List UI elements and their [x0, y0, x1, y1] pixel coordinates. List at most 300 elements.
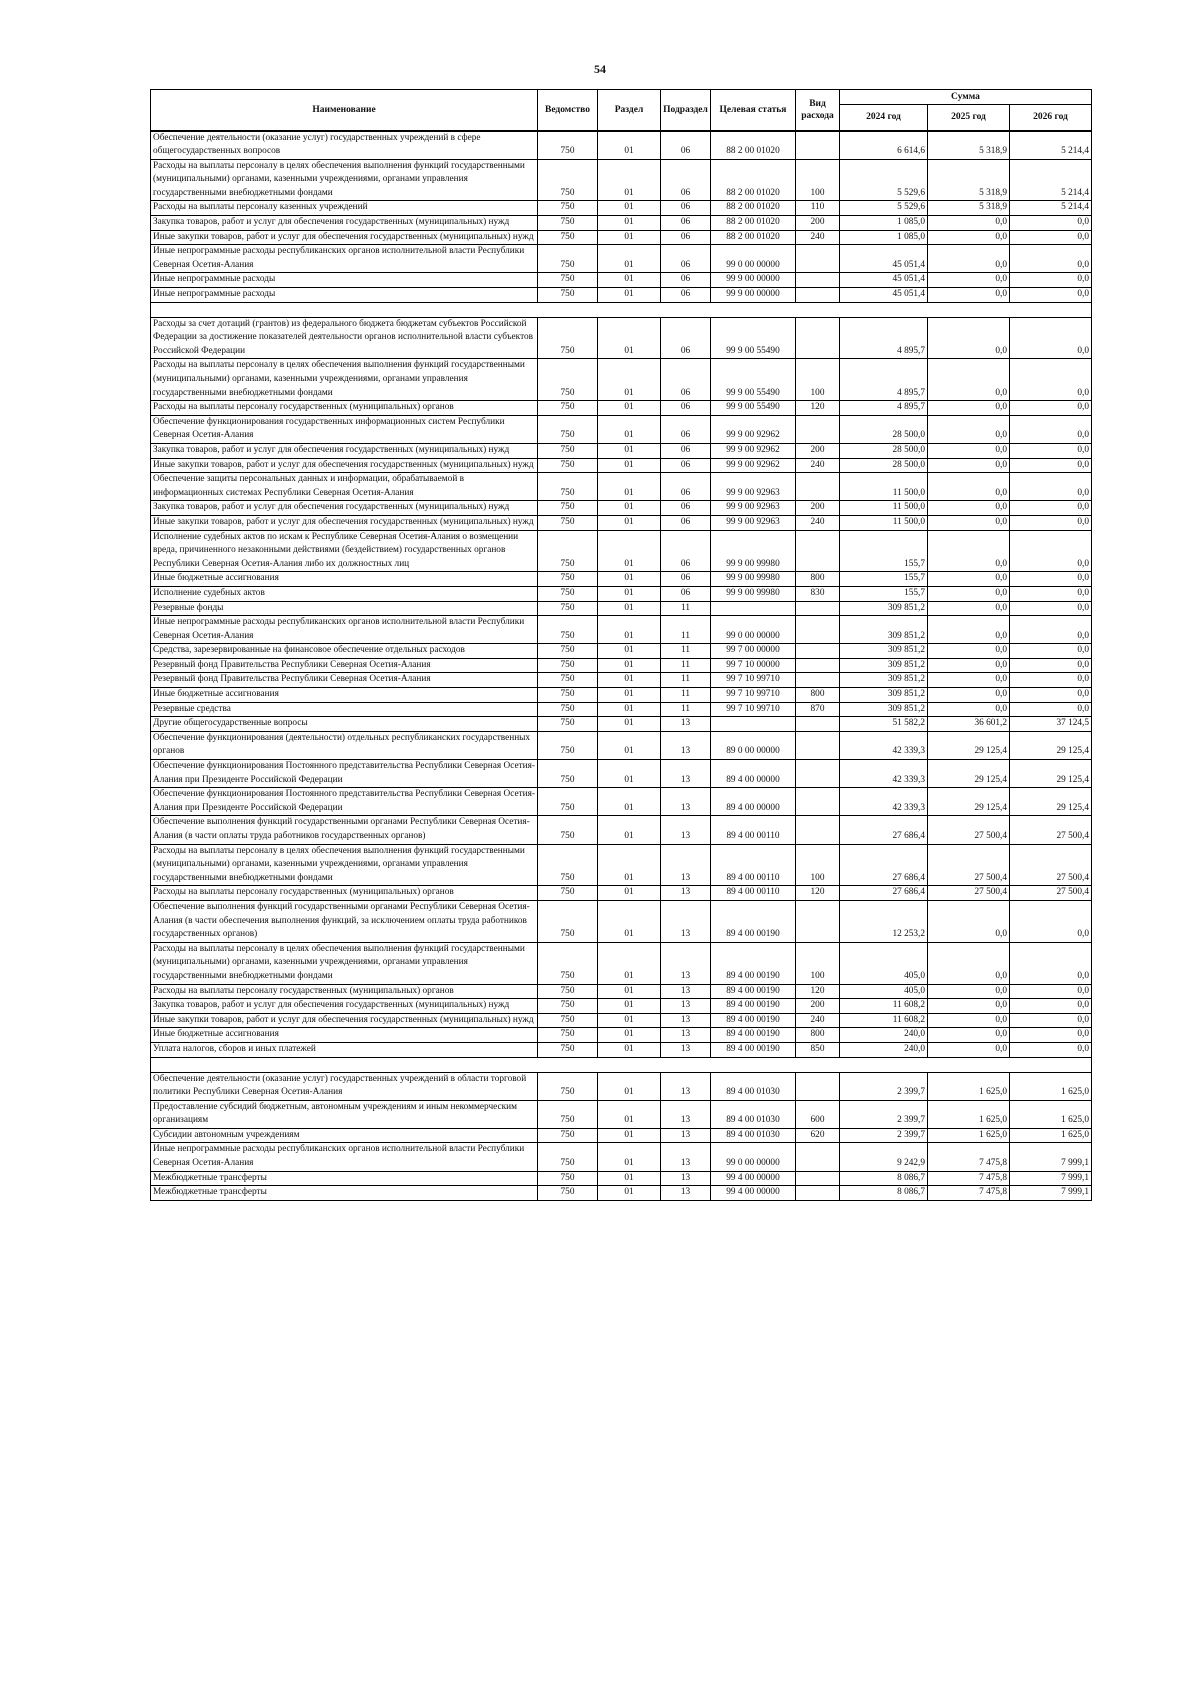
row-name: Иные закупки товаров, работ и услуг для обеспечения государственных (муниципальных) нужд — [151, 515, 538, 530]
row-subsection: 13 — [661, 1042, 711, 1057]
row-subsection: 13 — [661, 886, 711, 901]
row-expense-type — [796, 273, 840, 288]
table-row — [151, 1171, 1092, 1186]
table-row — [151, 401, 1092, 416]
row-dept: 750 — [538, 702, 598, 717]
row-expense-type — [796, 1072, 840, 1100]
row-target-article: 99 9 00 00000 — [711, 273, 796, 288]
row-sum-2026: 0,0 — [1010, 288, 1092, 303]
row-expense-type — [796, 1143, 840, 1171]
row-sum-2024: 2 399,7 — [840, 1072, 928, 1100]
row-sum-2025: 0,0 — [928, 415, 1010, 443]
row-name: Иные закупки товаров, работ и услуг для обеспечения государственных (муниципальных) нужд — [151, 230, 538, 245]
table-row — [151, 1128, 1092, 1143]
table-row — [151, 844, 1092, 886]
row-dept: 750 — [538, 230, 598, 245]
row-sum-2026: 0,0 — [1010, 530, 1092, 572]
row-expense-type — [796, 644, 840, 659]
row-target-article — [711, 717, 796, 732]
row-section: 01 — [598, 216, 661, 231]
table-row — [151, 216, 1092, 231]
row-subsection: 13 — [661, 816, 711, 844]
table-row — [151, 1100, 1092, 1128]
row-dept: 750 — [538, 216, 598, 231]
row-subsection: 13 — [661, 1128, 711, 1143]
row-subsection: 11 — [661, 616, 711, 644]
row-dept: 750 — [538, 673, 598, 688]
row-expense-type — [796, 816, 840, 844]
row-expense-type — [796, 601, 840, 616]
row-name: Исполнение судебных актов — [151, 586, 538, 601]
row-expense-type: 240 — [796, 458, 840, 473]
row-sum-2026: 0,0 — [1010, 616, 1092, 644]
row-sum-2026: 0,0 — [1010, 673, 1092, 688]
row-sum-2026: 0,0 — [1010, 443, 1092, 458]
row-section: 01 — [598, 900, 661, 942]
row-expense-type — [796, 473, 840, 501]
row-sum-2026: 0,0 — [1010, 501, 1092, 516]
row-expense-type: 120 — [796, 886, 840, 901]
row-dept: 750 — [538, 1013, 598, 1028]
table-body — [151, 131, 1092, 1201]
row-dept: 750 — [538, 586, 598, 601]
row-dept: 750 — [538, 288, 598, 303]
row-name: Расходы за счет дотаций (грантов) из федерального бюджета бюджетам субъектов Российской Федерации за достижение показателей деятельности органов исполнительной власти субъектов Российской Федерации — [151, 317, 538, 359]
row-target-article: 99 9 00 55490 — [711, 359, 796, 401]
row-sum-2024: 5 529,6 — [840, 201, 928, 216]
row-dept: 750 — [538, 658, 598, 673]
row-dept: 750 — [538, 688, 598, 703]
row-target-article: 89 4 00 01030 — [711, 1072, 796, 1100]
row-dept: 750 — [538, 1186, 598, 1201]
row-dept: 750 — [538, 572, 598, 587]
row-expense-type: 850 — [796, 1042, 840, 1057]
row-subsection: 13 — [661, 999, 711, 1014]
row-section: 01 — [598, 731, 661, 759]
table-row — [151, 201, 1092, 216]
row-sum-2025: 0,0 — [928, 443, 1010, 458]
table-row — [151, 999, 1092, 1014]
row-target-article: 89 4 00 00000 — [711, 760, 796, 788]
row-dept: 750 — [538, 515, 598, 530]
row-sum-2024: 28 500,0 — [840, 458, 928, 473]
row-target-article: 88 2 00 01020 — [711, 216, 796, 231]
row-sum-2024: 2 399,7 — [840, 1128, 928, 1143]
row-sum-2025: 0,0 — [928, 515, 1010, 530]
row-dept: 750 — [538, 760, 598, 788]
row-sum-2026: 27 500,4 — [1010, 844, 1092, 886]
table-row — [151, 673, 1092, 688]
table-row — [151, 317, 1092, 359]
row-expense-type — [796, 673, 840, 688]
row-target-article: 99 7 10 99710 — [711, 702, 796, 717]
table-row — [151, 443, 1092, 458]
row-sum-2026: 0,0 — [1010, 586, 1092, 601]
row-target-article: 88 2 00 01020 — [711, 201, 796, 216]
table-row — [151, 1143, 1092, 1171]
row-subsection: 13 — [661, 1171, 711, 1186]
row-dept: 750 — [538, 816, 598, 844]
row-dept: 750 — [538, 1100, 598, 1128]
row-sum-2024: 155,7 — [840, 586, 928, 601]
row-dept: 750 — [538, 1042, 598, 1057]
row-section: 01 — [598, 999, 661, 1014]
table-row — [151, 644, 1092, 659]
table-row — [151, 616, 1092, 644]
row-target-article: 89 4 00 00190 — [711, 942, 796, 984]
row-sum-2025: 27 500,4 — [928, 886, 1010, 901]
table-row — [151, 359, 1092, 401]
row-target-article: 89 4 00 00190 — [711, 900, 796, 942]
row-subsection: 13 — [661, 788, 711, 816]
row-target-article: 99 9 00 55490 — [711, 401, 796, 416]
row-sum-2026: 5 214,4 — [1010, 201, 1092, 216]
row-dept: 750 — [538, 844, 598, 886]
row-target-article: 89 4 00 01030 — [711, 1100, 796, 1128]
spacer-row — [151, 302, 1092, 317]
row-sum-2026: 0,0 — [1010, 644, 1092, 659]
row-sum-2024: 240,0 — [840, 1042, 928, 1057]
row-sum-2024: 11 608,2 — [840, 1013, 928, 1028]
row-section: 01 — [598, 273, 661, 288]
row-sum-2025: 0,0 — [928, 230, 1010, 245]
row-target-article — [711, 601, 796, 616]
row-target-article: 99 9 00 99980 — [711, 530, 796, 572]
row-section: 01 — [598, 1013, 661, 1028]
row-sum-2026: 0,0 — [1010, 658, 1092, 673]
row-section: 01 — [598, 245, 661, 273]
row-target-article: 99 4 00 00000 — [711, 1171, 796, 1186]
row-target-article: 99 9 00 92962 — [711, 415, 796, 443]
table-row — [151, 230, 1092, 245]
row-sum-2024: 4 895,7 — [840, 359, 928, 401]
row-sum-2026: 0,0 — [1010, 601, 1092, 616]
row-dept: 750 — [538, 1128, 598, 1143]
row-sum-2024: 155,7 — [840, 530, 928, 572]
row-dept: 750 — [538, 501, 598, 516]
row-subsection: 13 — [661, 717, 711, 732]
row-target-article: 99 9 00 55490 — [711, 317, 796, 359]
row-sum-2025: 0,0 — [928, 1028, 1010, 1043]
row-expense-type — [796, 131, 840, 160]
row-section: 01 — [598, 159, 661, 201]
row-sum-2025: 29 125,4 — [928, 788, 1010, 816]
row-sum-2025: 1 625,0 — [928, 1128, 1010, 1143]
row-expense-type: 120 — [796, 401, 840, 416]
table-row — [151, 1042, 1092, 1057]
row-dept: 750 — [538, 159, 598, 201]
row-sum-2024: 27 686,4 — [840, 844, 928, 886]
row-sum-2024: 8 086,7 — [840, 1171, 928, 1186]
row-subsection: 06 — [661, 288, 711, 303]
table-row — [151, 688, 1092, 703]
row-dept: 750 — [538, 900, 598, 942]
row-dept: 750 — [538, 601, 598, 616]
row-expense-type: 100 — [796, 844, 840, 886]
row-expense-type: 110 — [796, 201, 840, 216]
row-sum-2026: 0,0 — [1010, 245, 1092, 273]
row-name: Другие общегосударственные вопросы — [151, 717, 538, 732]
row-sum-2026: 0,0 — [1010, 401, 1092, 416]
row-sum-2024: 8 086,7 — [840, 1186, 928, 1201]
row-sum-2025: 0,0 — [928, 317, 1010, 359]
row-name: Обеспечение защиты персональных данных и информации, обрабатываемой в информационных системах Республики Северная Осетия-Алания — [151, 473, 538, 501]
row-expense-type: 800 — [796, 688, 840, 703]
row-target-article: 89 4 00 00190 — [711, 984, 796, 999]
row-section: 01 — [598, 458, 661, 473]
row-dept: 750 — [538, 886, 598, 901]
table-row — [151, 245, 1092, 273]
row-sum-2024: 12 253,2 — [840, 900, 928, 942]
table-row — [151, 1186, 1092, 1201]
row-section: 01 — [598, 1042, 661, 1057]
row-name: Обеспечение выполнения функций государственными органами Республики Северная Осетия-Алания (в части оплаты труда работников государственных органов) — [151, 816, 538, 844]
row-section: 01 — [598, 658, 661, 673]
row-section: 01 — [598, 501, 661, 516]
row-subsection: 11 — [661, 702, 711, 717]
header-2024: 2024 год — [840, 105, 928, 131]
row-expense-type — [796, 245, 840, 273]
row-dept: 750 — [538, 984, 598, 999]
table-row — [151, 731, 1092, 759]
table-row — [151, 515, 1092, 530]
row-sum-2026: 37 124,5 — [1010, 717, 1092, 732]
row-name: Иные непрограммные расходы — [151, 288, 538, 303]
row-expense-type — [796, 900, 840, 942]
row-sum-2026: 0,0 — [1010, 1028, 1092, 1043]
row-sum-2025: 0,0 — [928, 900, 1010, 942]
row-subsection: 11 — [661, 688, 711, 703]
row-expense-type: 200 — [796, 999, 840, 1014]
row-section: 01 — [598, 942, 661, 984]
row-subsection: 06 — [661, 443, 711, 458]
row-sum-2025: 0,0 — [928, 644, 1010, 659]
row-expense-type: 100 — [796, 359, 840, 401]
row-section: 01 — [598, 586, 661, 601]
row-sum-2024: 309 851,2 — [840, 601, 928, 616]
table-row — [151, 1072, 1092, 1100]
row-expense-type — [796, 717, 840, 732]
row-expense-type: 830 — [796, 586, 840, 601]
row-target-article: 99 9 00 99980 — [711, 586, 796, 601]
row-expense-type: 620 — [796, 1128, 840, 1143]
row-subsection: 06 — [661, 317, 711, 359]
row-section: 01 — [598, 688, 661, 703]
row-dept: 750 — [538, 443, 598, 458]
row-sum-2026: 5 214,4 — [1010, 131, 1092, 160]
row-sum-2025: 0,0 — [928, 245, 1010, 273]
row-name: Иные непрограммные расходы республиканских органов исполнительной власти Республики Северная Осетия-Алания — [151, 616, 538, 644]
row-expense-type — [796, 616, 840, 644]
row-target-article: 99 9 00 92963 — [711, 515, 796, 530]
row-name: Иные бюджетные ассигнования — [151, 688, 538, 703]
row-expense-type — [796, 530, 840, 572]
row-section: 01 — [598, 717, 661, 732]
row-sum-2024: 309 851,2 — [840, 673, 928, 688]
row-sum-2024: 45 051,4 — [840, 273, 928, 288]
row-target-article: 89 4 00 00110 — [711, 886, 796, 901]
table-row — [151, 658, 1092, 673]
row-sum-2025: 0,0 — [928, 658, 1010, 673]
row-dept: 750 — [538, 717, 598, 732]
row-sum-2026: 0,0 — [1010, 415, 1092, 443]
row-subsection: 06 — [661, 458, 711, 473]
row-section: 01 — [598, 473, 661, 501]
row-sum-2025: 0,0 — [928, 501, 1010, 516]
row-sum-2024: 309 851,2 — [840, 688, 928, 703]
row-sum-2024: 51 582,2 — [840, 717, 928, 732]
row-sum-2024: 27 686,4 — [840, 886, 928, 901]
row-expense-type: 100 — [796, 942, 840, 984]
row-sum-2025: 7 475,8 — [928, 1186, 1010, 1201]
row-sum-2026: 7 999,1 — [1010, 1143, 1092, 1171]
row-sum-2025: 0,0 — [928, 688, 1010, 703]
row-sum-2024: 11 608,2 — [840, 999, 928, 1014]
row-expense-type: 200 — [796, 443, 840, 458]
row-target-article: 89 4 00 01030 — [711, 1128, 796, 1143]
row-name: Расходы на выплаты персоналу в целях обеспечения выполнения функций государственными (муниципальными) органами, казенными учреждениями, органами управления государственными внебюджетными фондами — [151, 844, 538, 886]
row-expense-type — [796, 760, 840, 788]
row-section: 01 — [598, 644, 661, 659]
row-dept: 750 — [538, 644, 598, 659]
row-name: Резервный фонд Правительства Республики Северная Осетия-Алания — [151, 673, 538, 688]
header-subsection: Подраздел — [661, 90, 711, 131]
row-name: Средства, зарезервированные на финансовое обеспечение отдельных расходов — [151, 644, 538, 659]
row-sum-2024: 45 051,4 — [840, 288, 928, 303]
row-sum-2025: 5 318,9 — [928, 159, 1010, 201]
row-sum-2024: 45 051,4 — [840, 245, 928, 273]
row-section: 01 — [598, 443, 661, 458]
row-name: Уплата налогов, сборов и иных платежей — [151, 1042, 538, 1057]
row-name: Расходы на выплаты персоналу в целях обеспечения выполнения функций государственными (муниципальными) органами, казенными учреждениями, органами управления государственными внебюджетными фондами — [151, 159, 538, 201]
row-subsection: 06 — [661, 201, 711, 216]
row-sum-2026: 0,0 — [1010, 216, 1092, 231]
row-section: 01 — [598, 230, 661, 245]
row-sum-2025: 0,0 — [928, 1042, 1010, 1057]
row-expense-type: 240 — [796, 1013, 840, 1028]
row-sum-2024: 5 529,6 — [840, 159, 928, 201]
row-sum-2024: 11 500,0 — [840, 515, 928, 530]
row-subsection: 13 — [661, 844, 711, 886]
row-name: Обеспечение функционирования Постоянного представительства Республики Северная Осетия-Алания при Президенте Российской Федерации — [151, 788, 538, 816]
row-target-article: 89 0 00 00000 — [711, 731, 796, 759]
row-section: 01 — [598, 1143, 661, 1171]
row-section: 01 — [598, 1072, 661, 1100]
row-subsection: 11 — [661, 644, 711, 659]
row-sum-2025: 5 318,9 — [928, 131, 1010, 160]
row-sum-2025: 0,0 — [928, 1013, 1010, 1028]
header-expense-type: Вид расхода — [796, 90, 840, 131]
row-target-article: 89 4 00 00190 — [711, 999, 796, 1014]
row-subsection: 13 — [661, 1143, 711, 1171]
row-subsection: 06 — [661, 159, 711, 201]
table-row — [151, 942, 1092, 984]
row-target-article: 99 7 10 00000 — [711, 658, 796, 673]
row-expense-type — [796, 1186, 840, 1201]
row-name: Межбюджетные трансферты — [151, 1186, 538, 1201]
table-row — [151, 415, 1092, 443]
row-sum-2024: 42 339,3 — [840, 788, 928, 816]
row-sum-2026: 27 500,4 — [1010, 886, 1092, 901]
row-expense-type — [796, 415, 840, 443]
row-subsection: 06 — [661, 359, 711, 401]
row-subsection: 06 — [661, 245, 711, 273]
row-expense-type — [796, 788, 840, 816]
row-expense-type: 240 — [796, 515, 840, 530]
row-sum-2024: 309 851,2 — [840, 702, 928, 717]
row-section: 01 — [598, 401, 661, 416]
header-target-article: Целевая статья — [711, 90, 796, 131]
row-sum-2025: 0,0 — [928, 458, 1010, 473]
row-dept: 750 — [538, 731, 598, 759]
row-subsection: 13 — [661, 900, 711, 942]
table-row — [151, 702, 1092, 717]
row-section: 01 — [598, 886, 661, 901]
row-sum-2026: 0,0 — [1010, 688, 1092, 703]
row-sum-2024: 28 500,0 — [840, 415, 928, 443]
row-dept: 750 — [538, 415, 598, 443]
row-sum-2026: 29 125,4 — [1010, 760, 1092, 788]
row-target-article: 99 9 00 92962 — [711, 458, 796, 473]
row-dept: 750 — [538, 245, 598, 273]
row-dept: 750 — [538, 131, 598, 160]
row-expense-type: 200 — [796, 501, 840, 516]
table-row — [151, 586, 1092, 601]
row-sum-2025: 0,0 — [928, 530, 1010, 572]
table-row — [151, 601, 1092, 616]
row-expense-type — [796, 658, 840, 673]
table-row — [151, 717, 1092, 732]
row-dept: 750 — [538, 1028, 598, 1043]
row-section: 01 — [598, 415, 661, 443]
budget-table — [150, 89, 1092, 1201]
row-sum-2024: 2 399,7 — [840, 1100, 928, 1128]
row-subsection: 06 — [661, 216, 711, 231]
row-sum-2025: 0,0 — [928, 288, 1010, 303]
table-row — [151, 984, 1092, 999]
row-subsection: 11 — [661, 658, 711, 673]
row-target-article: 89 4 00 00000 — [711, 788, 796, 816]
row-section: 01 — [598, 1028, 661, 1043]
row-name: Обеспечение функционирования (деятельности) отдельных республиканских государственных органов — [151, 731, 538, 759]
row-target-article: 99 0 00 00000 — [711, 245, 796, 273]
row-expense-type: 870 — [796, 702, 840, 717]
row-subsection: 13 — [661, 1186, 711, 1201]
row-name: Резервный фонд Правительства Республики Северная Осетия-Алания — [151, 658, 538, 673]
row-subsection: 06 — [661, 230, 711, 245]
row-subsection: 11 — [661, 601, 711, 616]
row-sum-2024: 309 851,2 — [840, 658, 928, 673]
row-dept: 750 — [538, 317, 598, 359]
header-dept: Ведомство — [538, 90, 598, 131]
row-sum-2026: 0,0 — [1010, 317, 1092, 359]
row-sum-2025: 0,0 — [928, 702, 1010, 717]
row-sum-2025: 0,0 — [928, 473, 1010, 501]
table-row — [151, 473, 1092, 501]
row-name: Обеспечение деятельности (оказание услуг) государственных учреждений в области торговой политики Республики Северная Осетия-Алания — [151, 1072, 538, 1100]
row-target-article: 99 9 00 92963 — [711, 473, 796, 501]
row-dept: 750 — [538, 273, 598, 288]
row-section: 01 — [598, 760, 661, 788]
table-header — [151, 90, 1092, 131]
row-expense-type: 200 — [796, 216, 840, 231]
row-subsection: 13 — [661, 1013, 711, 1028]
row-subsection: 06 — [661, 572, 711, 587]
row-sum-2025: 0,0 — [928, 572, 1010, 587]
row-section: 01 — [598, 1100, 661, 1128]
row-sum-2025: 27 500,4 — [928, 816, 1010, 844]
row-expense-type — [796, 731, 840, 759]
